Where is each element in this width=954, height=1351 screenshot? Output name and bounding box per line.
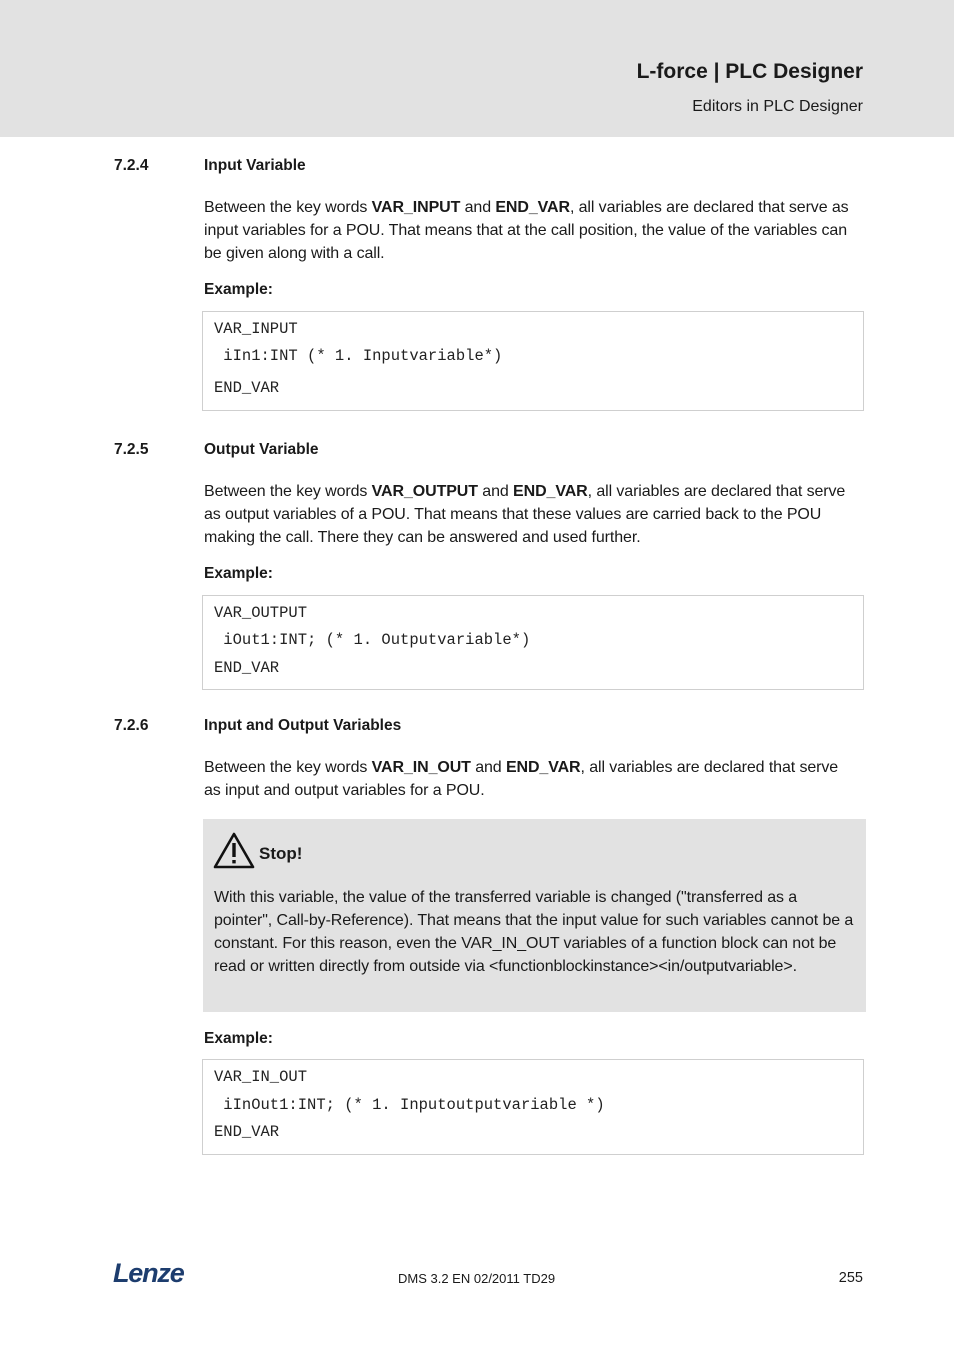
code-line: END_VAR bbox=[214, 659, 280, 677]
code-line: VAR_INPUT bbox=[214, 320, 298, 338]
code-example bbox=[202, 311, 864, 411]
section-title: Input and Output Variables bbox=[204, 717, 402, 734]
code-line: iOut1:INT; (* 1. Outputvariable*) bbox=[214, 631, 531, 649]
example-label: Example: bbox=[204, 565, 273, 582]
code-line: VAR_IN_OUT bbox=[214, 1068, 308, 1086]
keyword: END_VAR bbox=[505, 759, 581, 776]
section-paragraph: Between the key words VAR_OUTPUT and END_VAR, all variables are declared that serve as output variables of a POU. That means that these values are carried back to the POU making the call. There they can be answered and used further. bbox=[204, 483, 846, 546]
page-header bbox=[0, 0, 954, 137]
section-title: Input Variable bbox=[204, 157, 306, 174]
section-title: Output Variable bbox=[204, 441, 319, 458]
page-number: 255 bbox=[838, 1270, 863, 1286]
stop-title: Stop! bbox=[259, 844, 303, 863]
keyword: END_VAR bbox=[513, 483, 588, 500]
section-paragraph: Between the key words VAR_IN_OUT and END_VAR, all variables are declared that serve as input and output variables for a POU. bbox=[204, 759, 839, 799]
section-number: 7.2.4 bbox=[114, 157, 149, 174]
code-example bbox=[202, 595, 864, 690]
keyword: VAR_INPUT bbox=[371, 199, 461, 216]
code-line: END_VAR bbox=[214, 1123, 280, 1141]
lenze-logo-text: Lenze bbox=[113, 1260, 184, 1286]
stop-text: With this variable, the value of the transferred variable is changed ("transferred as a pointer", Call-by-Reference). That means that the input value for such variables cannot be a constant. For this reason, even the VAR_IN_OUT variables of a function block can not be read or written directly from outside via <functionblockinstance><in/outputvariable>. bbox=[214, 889, 854, 975]
code-line: VAR_OUTPUT bbox=[214, 604, 308, 622]
example-label: Example: bbox=[204, 1030, 273, 1047]
warning-icon bbox=[213, 832, 255, 869]
keyword: VAR_IN_OUT bbox=[371, 759, 471, 776]
code-line: END_VAR bbox=[214, 379, 280, 397]
code-line: iInOut1:INT; (* 1. Inputoutputvariable *) bbox=[214, 1096, 605, 1114]
stop-notice bbox=[203, 819, 866, 1012]
section-number: 7.2.5 bbox=[114, 441, 149, 458]
example-label: Example: bbox=[204, 281, 273, 298]
keyword: END_VAR bbox=[495, 199, 570, 216]
section-paragraph: Between the key words VAR_INPUT and END_VAR, all variables are declared that serve as input variables for a POU. That means that at the call position, the value of the variables can be given along with a call. bbox=[204, 199, 849, 262]
code-line: iIn1:INT (* 1. Inputvariable*) bbox=[214, 347, 503, 365]
keyword: VAR_OUTPUT bbox=[371, 483, 478, 500]
document-reference: DMS 3.2 EN 02/2011 TD29 bbox=[398, 1271, 556, 1286]
section-number: 7.2.6 bbox=[114, 717, 149, 734]
document-title: L-force | PLC Designer bbox=[636, 60, 863, 83]
lenze-logo bbox=[113, 1260, 191, 1286]
chapter-title: Editors in PLC Designer bbox=[692, 98, 863, 115]
code-example bbox=[202, 1059, 864, 1155]
